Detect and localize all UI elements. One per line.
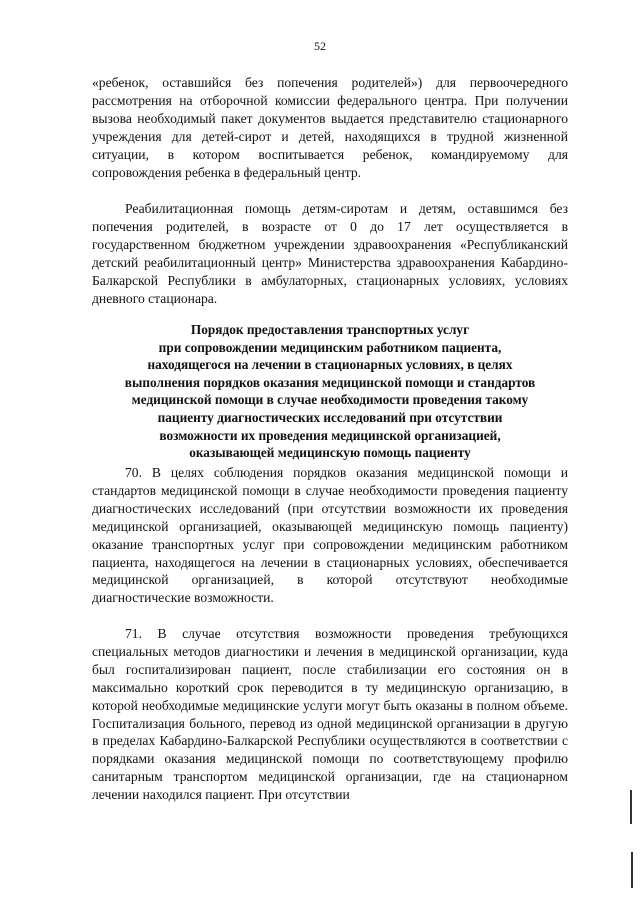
heading-line: Порядок предоставления транспортных услуг <box>190 322 470 337</box>
section-heading <box>92 321 568 462</box>
heading-line: при сопровождении медицинским работником пациента, <box>158 339 502 355</box>
scan-edge-mark <box>630 790 632 824</box>
paragraph-item-71: 71. В случае отсутствия возможности проведения требующихся специальных методов диагностики и лечения в медицинской организации, куда был госпитализирован пациент, после стабилизации его состояния он в максимально короткий срок переводится в ту медицинскую организацию, в которой необходимые медицинские услуги могут быть оказаны в полном объеме. Госпитализация больного, перевод из одной медицинской организации в другую в пределах Кабардино-Балкарской Республики осуществляются в соответствии с порядками оказания медицинской помощи по соответствующему профилю санитарным транспортом медицинской организации, где на стационарном лечении находился пациент. При отсутствии <box>92 626 568 803</box>
heading-line: находящегося на лечении в стационарных условиях, в целях <box>147 357 513 373</box>
paragraph-item-70: 70. В целях соблюдения порядков оказания медицинской помощи и стандартов медицинской помощи в случае необходимости проведения пациенту диагностических исследований (при отсутствии возможности их проведения медицинской организацией, оказывающей медицинскую помощь пациенту) оказание транспортных услуг при сопровождении медицинским работником пациента, находящегося на лечении в стационарных условиях, обеспечивается медицинской организацией, в которой отсутствуют необходимые диагностические возможности. <box>92 465 568 606</box>
page-number: 52 <box>314 39 326 53</box>
heading-line: возможности их проведения медицинской организацией, <box>159 427 501 443</box>
heading-line: пациенту диагностических исследований при отсутствии <box>157 409 503 425</box>
paragraph-rehabilitation: Реабилитационная помощь детям-сиротам и детям, оставшимся без попечения родителей, в возрасте от 0 до 17 лет осуществляется в государственном бюджетном учреждении здравоохранения «Республиканский детский реабилитационный центр» Министерства здравоохранения Кабардино-Балкарской Республики в амбулаторных, стационарных условиях, условиях дневного стационара. <box>92 201 568 306</box>
heading-line: выполнения порядков оказания медицинской помощи и стандартов <box>124 374 536 390</box>
scan-edge-mark <box>631 852 633 888</box>
heading-line: медицинской помощи в случае необходимости проведения такому <box>131 392 529 408</box>
heading-line: оказывающей медицинскую помощь пациенту <box>189 445 471 461</box>
paragraph-orphans-referral: «ребенок, оставшийся без попечения родителей») для первоочередного рассмотрения на отборочной комиссии федерального центра. При получении вызова необходимый пакет документов выдается представителю стационарного учреждения для детей-сирот и детей, находящихся в трудной жизненной ситуации, в котором воспитывается ребенок, командируемому для сопровождения ребенка в федеральный центр. <box>92 75 568 180</box>
